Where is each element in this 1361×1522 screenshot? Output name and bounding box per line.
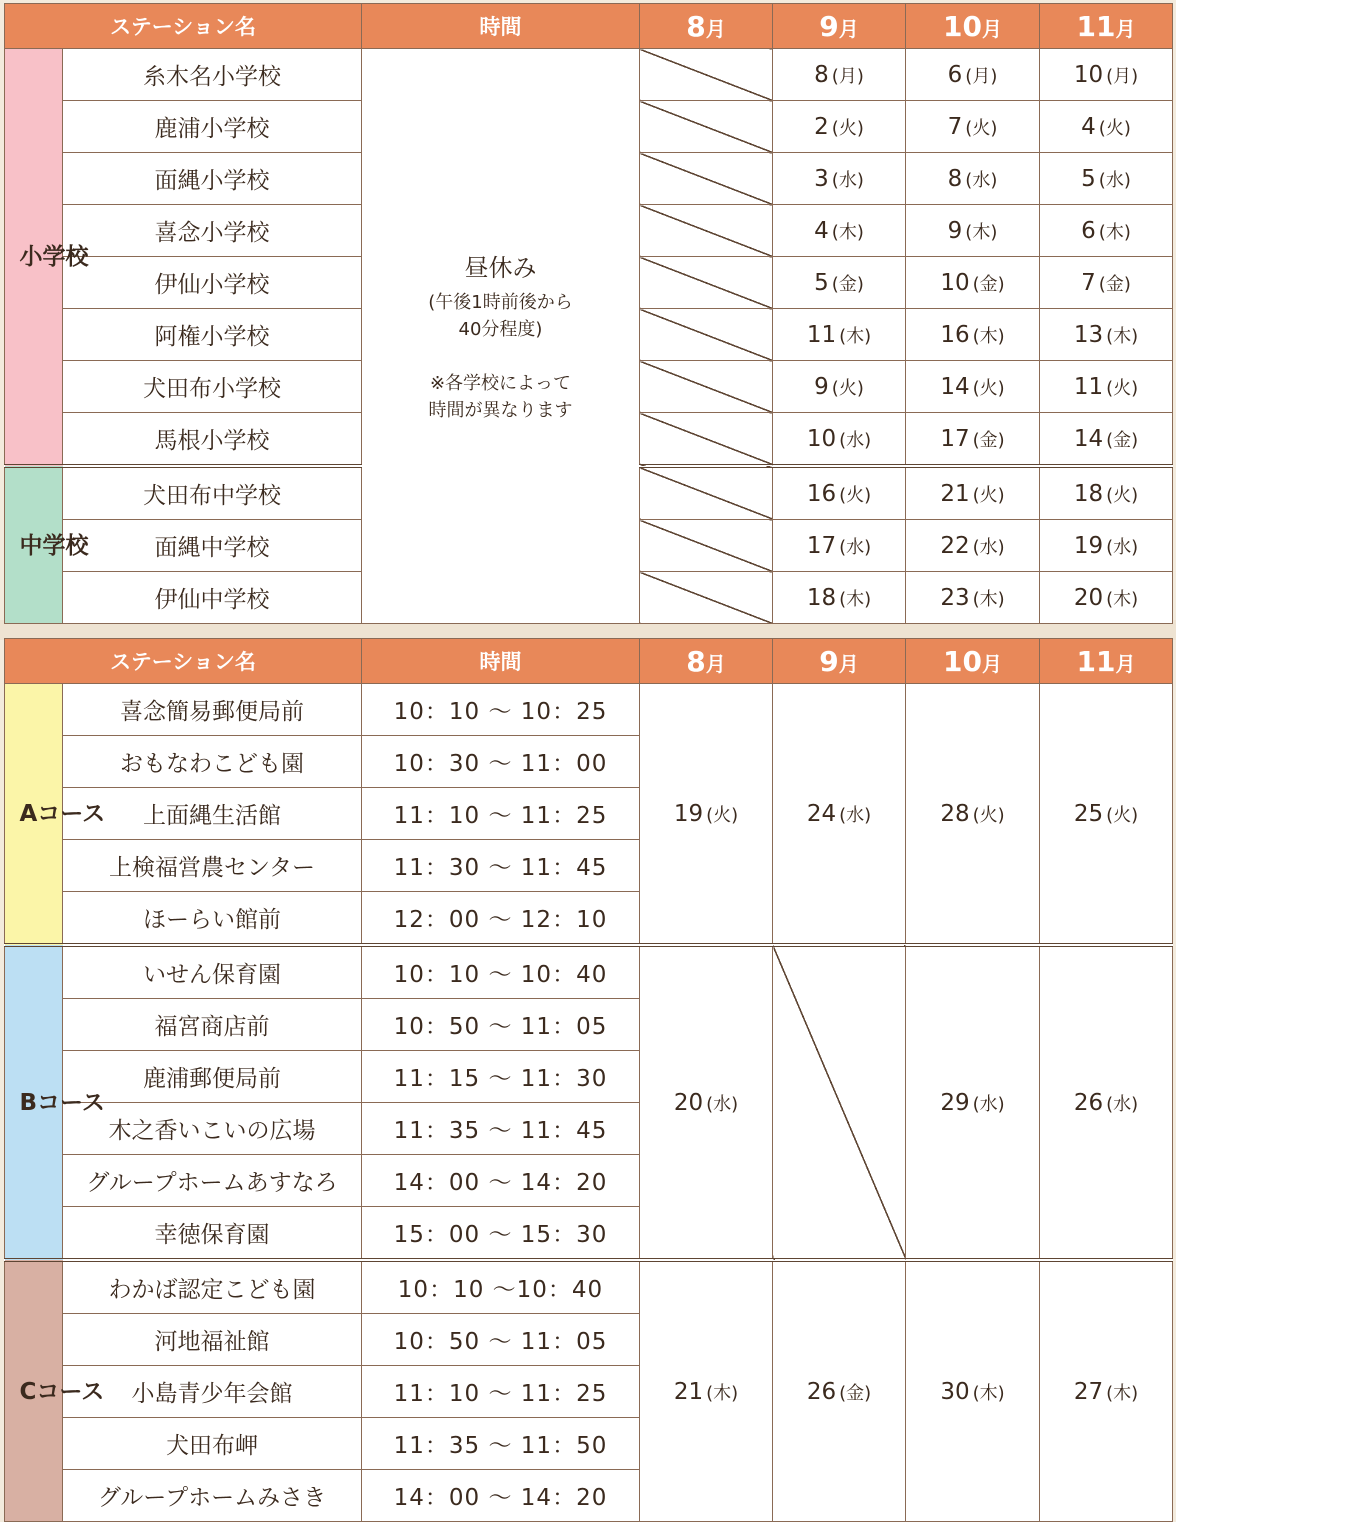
time-range: 10：10 〜 10：25 xyxy=(362,684,640,736)
date-cell xyxy=(906,309,1040,361)
month-header-aug: 8月 xyxy=(640,639,773,684)
station-header: ステーション名 xyxy=(5,4,362,49)
no-visit-cell xyxy=(640,520,773,572)
date-weekday: (火) xyxy=(706,804,739,826)
table-row xyxy=(5,1260,1173,1314)
date-weekday: (金) xyxy=(1098,273,1131,295)
date-day: 14 xyxy=(940,373,970,400)
date-day: 16 xyxy=(806,480,837,507)
date-day: 5 xyxy=(814,269,829,296)
date-day: 23 xyxy=(940,584,970,611)
date-weekday: (水) xyxy=(1098,169,1131,191)
month-header-nov: 11月 xyxy=(1040,4,1173,49)
date-day: 14 xyxy=(1073,425,1104,452)
date-weekday: (木) xyxy=(1106,325,1139,347)
date-weekday: (木) xyxy=(1098,221,1131,243)
station-name: 上面縄生活館 xyxy=(63,788,362,840)
date-day: 19 xyxy=(1073,532,1104,559)
date-weekday: (金) xyxy=(831,273,864,295)
date-weekday: (火) xyxy=(972,377,1005,399)
date-weekday: (水) xyxy=(839,429,872,451)
date-weekday: (月) xyxy=(1106,65,1139,87)
date-cell xyxy=(1040,205,1173,257)
date-weekday: (水) xyxy=(839,804,872,826)
month-header-aug: 8月 xyxy=(640,4,773,49)
station-name: 河地福祉館 xyxy=(63,1314,362,1366)
station-name: 木之香いこいの広場 xyxy=(63,1103,362,1155)
date-cell xyxy=(1040,153,1173,205)
category-junior: 中学校 xyxy=(5,466,63,624)
date-day: 3 xyxy=(814,165,829,192)
date-cell xyxy=(1040,684,1173,946)
date-weekday: (月) xyxy=(831,65,864,87)
date-day: 5 xyxy=(1081,165,1096,192)
lunch-line2: 40分程度) xyxy=(458,319,543,340)
date-cell xyxy=(906,257,1040,309)
date-weekday: (金) xyxy=(972,429,1005,451)
station-name: 面縄中学校 xyxy=(63,520,362,572)
no-visit-cell xyxy=(640,153,773,205)
time-header: 時間 xyxy=(362,639,640,684)
date-day: 17 xyxy=(940,425,970,452)
date-day: 7 xyxy=(1081,269,1096,296)
date-day: 9 xyxy=(814,373,829,400)
date-cell xyxy=(1040,572,1173,624)
date-day: 10 xyxy=(940,269,970,296)
date-weekday: (木) xyxy=(831,221,864,243)
time-range: 10：10 〜10：40 xyxy=(362,1260,640,1314)
table-row xyxy=(5,49,1173,101)
date-day: 19 xyxy=(673,800,704,827)
date-weekday: (木) xyxy=(965,221,998,243)
no-visit-cell xyxy=(640,49,773,101)
date-day: 4 xyxy=(1081,113,1096,140)
date-cell xyxy=(773,520,906,572)
date-cell xyxy=(906,413,1040,467)
date-cell xyxy=(1040,309,1173,361)
date-weekday: (木) xyxy=(1106,1382,1139,1404)
time-range: 14：00 〜 14：20 xyxy=(362,1155,640,1207)
date-cell xyxy=(906,205,1040,257)
course-rows xyxy=(5,684,1173,1522)
date-day: 6 xyxy=(1081,217,1096,244)
date-weekday: (木) xyxy=(1106,588,1139,610)
date-day: 10 xyxy=(806,425,837,452)
date-day: 11 xyxy=(1073,373,1104,400)
date-cell xyxy=(773,466,906,520)
time-range: 11：10 〜 11：25 xyxy=(362,1366,640,1418)
date-weekday: (木) xyxy=(972,1382,1005,1404)
date-day: 26 xyxy=(806,1378,837,1405)
time-header: 時間 xyxy=(362,4,640,49)
date-weekday: (水) xyxy=(831,169,864,191)
date-day: 28 xyxy=(940,800,970,827)
no-visit-cell xyxy=(640,572,773,624)
no-visit-cell xyxy=(640,205,773,257)
date-day: 18 xyxy=(806,584,837,611)
date-cell xyxy=(773,361,906,413)
station-name: 伊仙中学校 xyxy=(63,572,362,624)
no-visit-cell xyxy=(640,309,773,361)
date-cell xyxy=(640,945,773,1260)
date-cell xyxy=(773,572,906,624)
station-name: ほーらい館前 xyxy=(63,892,362,946)
date-weekday: (木) xyxy=(972,588,1005,610)
school-rows xyxy=(5,49,1173,624)
date-cell xyxy=(906,153,1040,205)
date-weekday: (木) xyxy=(706,1382,739,1404)
no-visit-cell xyxy=(773,945,906,1260)
time-range: 15：00 〜 15：30 xyxy=(362,1207,640,1261)
station-name: おもなわこども園 xyxy=(63,736,362,788)
date-day: 21 xyxy=(673,1378,704,1405)
school-schedule-table xyxy=(4,3,1173,624)
date-weekday: (水) xyxy=(1106,536,1139,558)
no-visit-cell xyxy=(640,101,773,153)
date-weekday: (月) xyxy=(965,65,998,87)
date-cell xyxy=(906,572,1040,624)
station-name: 小島青少年会館 xyxy=(63,1366,362,1418)
station-name: 鹿浦郵便局前 xyxy=(63,1051,362,1103)
station-name: 糸木名小学校 xyxy=(63,49,362,101)
date-weekday: (水) xyxy=(706,1093,739,1115)
date-cell xyxy=(773,257,906,309)
date-cell xyxy=(1040,257,1173,309)
date-day: 6 xyxy=(947,61,963,88)
date-weekday: (木) xyxy=(972,325,1005,347)
date-cell xyxy=(640,1260,773,1522)
no-visit-cell xyxy=(640,466,773,520)
header-row xyxy=(5,639,1173,684)
month-header-oct: 10月 xyxy=(906,4,1040,49)
lunch-note1: ※各学校によって xyxy=(429,373,572,394)
date-cell xyxy=(773,205,906,257)
station-name: 鹿浦小学校 xyxy=(63,101,362,153)
time-range: 10：10 〜 10：40 xyxy=(362,945,640,999)
date-cell xyxy=(1040,945,1173,1260)
course-a-label: Aコース xyxy=(5,684,63,946)
category-elementary: 小学校 xyxy=(5,49,63,467)
station-name: グループホームみさき xyxy=(63,1470,362,1522)
time-range: 11：10 〜 11：25 xyxy=(362,788,640,840)
lunch-note2: 時間が異なります xyxy=(428,400,573,421)
date-cell xyxy=(1040,520,1173,572)
date-weekday: (火) xyxy=(1098,117,1131,139)
date-day: 25 xyxy=(1073,800,1104,827)
time-range: 11：30 〜 11：45 xyxy=(362,840,640,892)
date-day: 22 xyxy=(940,532,970,559)
date-day: 11 xyxy=(806,321,837,348)
date-day: 10 xyxy=(1073,61,1104,88)
date-day: 24 xyxy=(806,800,837,827)
date-weekday: (火) xyxy=(972,484,1005,506)
date-cell xyxy=(1040,361,1173,413)
station-name: 喜念小学校 xyxy=(63,205,362,257)
station-header: ステーション名 xyxy=(5,639,362,684)
date-weekday: (水) xyxy=(965,169,998,191)
date-day: 8 xyxy=(947,165,963,192)
time-range: 11：35 〜 11：45 xyxy=(362,1103,640,1155)
date-day: 21 xyxy=(940,480,970,507)
station-name: 面縄小学校 xyxy=(63,153,362,205)
date-weekday: (水) xyxy=(839,536,872,558)
date-cell xyxy=(906,361,1040,413)
date-day: 16 xyxy=(940,321,970,348)
date-weekday: (金) xyxy=(972,273,1005,295)
date-cell xyxy=(906,49,1040,101)
date-weekday: (火) xyxy=(831,117,864,139)
time-range: 12：00 〜 12：10 xyxy=(362,892,640,946)
station-name: 上検福営農センター xyxy=(63,840,362,892)
date-day: 7 xyxy=(947,113,963,140)
date-cell xyxy=(773,684,906,946)
date-day: 8 xyxy=(814,61,829,88)
station-name: 伊仙小学校 xyxy=(63,257,362,309)
date-day: 4 xyxy=(814,217,829,244)
station-name: 犬田布岬 xyxy=(63,1418,362,1470)
date-day: 26 xyxy=(1073,1089,1104,1116)
no-visit-cell xyxy=(640,257,773,309)
date-weekday: (火) xyxy=(1106,484,1139,506)
date-weekday: (火) xyxy=(1106,377,1139,399)
date-cell xyxy=(906,520,1040,572)
station-name: 阿権小学校 xyxy=(63,309,362,361)
date-weekday: (金) xyxy=(839,1382,872,1404)
time-range: 11：35 〜 11：50 xyxy=(362,1418,640,1470)
date-cell xyxy=(1040,1260,1173,1522)
lunch-spacer xyxy=(362,343,639,370)
date-day: 30 xyxy=(940,1378,970,1405)
date-cell xyxy=(1040,466,1173,520)
date-weekday: (火) xyxy=(831,377,864,399)
station-name: グループホームあすなろ xyxy=(63,1155,362,1207)
time-range: 11：15 〜 11：30 xyxy=(362,1051,640,1103)
date-cell xyxy=(906,684,1040,946)
date-cell xyxy=(906,1260,1040,1522)
date-cell xyxy=(1040,101,1173,153)
date-day: 9 xyxy=(947,217,963,244)
course-schedule-table xyxy=(4,638,1173,1522)
lunch-time-cell xyxy=(362,49,640,624)
no-visit-cell xyxy=(640,361,773,413)
date-cell xyxy=(906,466,1040,520)
time-range: 10：50 〜 11：05 xyxy=(362,999,640,1051)
date-cell xyxy=(906,945,1040,1260)
date-cell xyxy=(640,684,773,946)
month-header-sep: 9月 xyxy=(773,4,906,49)
date-day: 2 xyxy=(814,113,829,140)
station-name: 幸徳保育園 xyxy=(63,1207,362,1261)
date-weekday: (火) xyxy=(972,804,1005,826)
date-day: 27 xyxy=(1073,1378,1104,1405)
date-day: 17 xyxy=(806,532,837,559)
date-weekday: (水) xyxy=(1106,1093,1139,1115)
course-c-label: Cコース xyxy=(5,1260,63,1522)
date-cell xyxy=(773,413,906,467)
no-visit-cell xyxy=(640,413,773,467)
course-b-label: Bコース xyxy=(5,945,63,1260)
date-cell xyxy=(1040,49,1173,101)
date-cell xyxy=(906,101,1040,153)
date-cell xyxy=(773,153,906,205)
station-name: 犬田布小学校 xyxy=(63,361,362,413)
month-header-sep: 9月 xyxy=(773,639,906,684)
date-day: 18 xyxy=(1073,480,1104,507)
lunch-title: 昼休み xyxy=(464,254,537,282)
station-name: 馬根小学校 xyxy=(63,413,362,467)
date-weekday: (木) xyxy=(839,588,872,610)
station-name: わかば認定こども園 xyxy=(63,1260,362,1314)
date-day: 29 xyxy=(940,1089,970,1116)
month-header-oct: 10月 xyxy=(906,639,1040,684)
date-weekday: (金) xyxy=(1106,429,1139,451)
table-row xyxy=(5,684,1173,736)
month-header-nov: 11月 xyxy=(1040,639,1173,684)
date-weekday: (水) xyxy=(972,536,1005,558)
date-weekday: (火) xyxy=(965,117,998,139)
date-day: 20 xyxy=(673,1089,704,1116)
time-range: 14：00 〜 14：20 xyxy=(362,1470,640,1522)
station-name: 福宮商店前 xyxy=(63,999,362,1051)
station-name: 犬田布中学校 xyxy=(63,466,362,520)
header-row xyxy=(5,4,1173,49)
time-range: 10：30 〜 11：00 xyxy=(362,736,640,788)
date-cell xyxy=(773,49,906,101)
date-cell xyxy=(1040,413,1173,467)
date-cell xyxy=(773,1260,906,1522)
station-name: 喜念簡易郵便局前 xyxy=(63,684,362,736)
lunch-line1: (午後1時前後から xyxy=(428,292,573,313)
date-weekday: (火) xyxy=(839,484,872,506)
date-weekday: (木) xyxy=(839,325,872,347)
date-cell xyxy=(773,309,906,361)
station-name: いせん保育園 xyxy=(63,945,362,999)
date-weekday: (水) xyxy=(972,1093,1005,1115)
date-day: 13 xyxy=(1073,321,1104,348)
table-row xyxy=(5,945,1173,999)
page-margin xyxy=(1176,0,1361,1522)
date-weekday: (火) xyxy=(1106,804,1139,826)
date-cell xyxy=(773,101,906,153)
time-range: 10：50 〜 11：05 xyxy=(362,1314,640,1366)
date-day: 20 xyxy=(1073,584,1104,611)
